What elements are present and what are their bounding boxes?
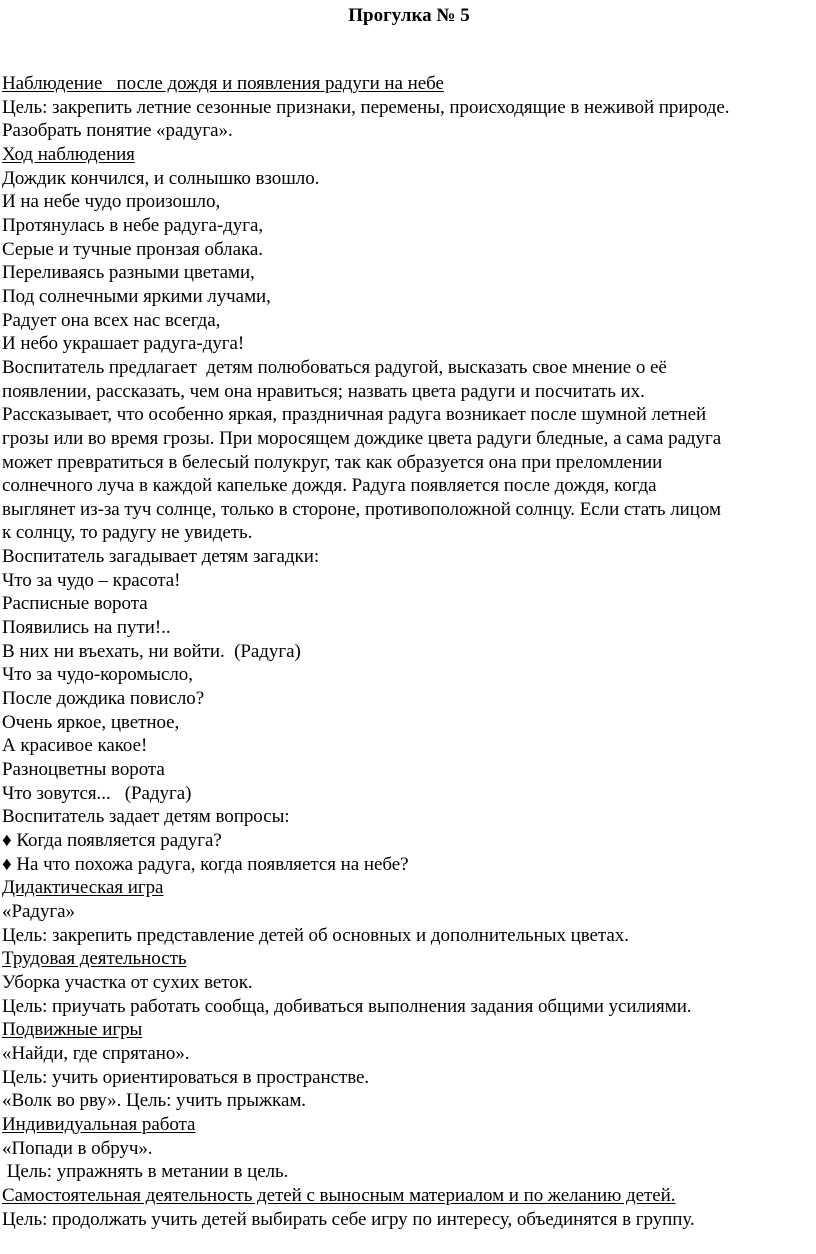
text-line bbox=[2, 190, 816, 214]
text-line bbox=[2, 1089, 816, 1113]
text-line bbox=[2, 663, 816, 687]
text-line-content: Воспитатель предлагает детям полюбоваться радугой, высказать свое мнение о её bbox=[2, 356, 667, 378]
text-line-content: Дождик кончился, и солнышко взошло. bbox=[2, 167, 320, 189]
text-line bbox=[2, 285, 816, 309]
text-line bbox=[2, 238, 816, 262]
text-line-content: выглянет из-за туч солнце, только в стороне, противоположной солнцу. Если стать лицом bbox=[2, 498, 721, 520]
document-body bbox=[2, 72, 816, 1231]
text-line-content: Уборка участка от сухих веток. bbox=[2, 971, 253, 993]
text-line bbox=[2, 474, 816, 498]
text-line-content: Переливаясь разными цветами, bbox=[2, 262, 255, 284]
text-line bbox=[2, 616, 816, 640]
section-heading-text: Дидактическая игра bbox=[2, 877, 164, 899]
text-line-content: Очень яркое, цветное, bbox=[2, 711, 180, 733]
text-line bbox=[2, 829, 816, 853]
text-line bbox=[2, 805, 816, 829]
text-line bbox=[2, 380, 816, 404]
text-line bbox=[2, 403, 816, 427]
text-line bbox=[2, 640, 816, 664]
section-heading-text: Трудовая деятельность bbox=[2, 948, 187, 970]
text-line bbox=[2, 569, 816, 593]
text-line-content: Под солнечными яркими лучами, bbox=[2, 285, 271, 307]
text-line-content: ♦ На что похожа радуга, когда появляется на небе? bbox=[2, 853, 409, 875]
text-line bbox=[2, 592, 816, 616]
text-line-content: Что за чудо – красота! bbox=[2, 569, 181, 591]
text-line-content: грозы или во время грозы. При моросящем дождике цвета радуги бледные, а сама радуга bbox=[2, 427, 722, 449]
text-line bbox=[2, 96, 816, 120]
text-line bbox=[2, 356, 816, 380]
text-line-content: Цель: упражнять в метании в цель. bbox=[2, 1161, 289, 1183]
text-line-content: Радует она всех нас всегда, bbox=[2, 309, 221, 331]
text-line-content: появлении, рассказать, чем она нравиться; назвать цвета радуги и посчитать их. bbox=[2, 380, 645, 402]
text-line bbox=[2, 782, 816, 806]
text-line-content: может превратиться в белесый полукруг, так как образуется она при преломлении bbox=[2, 451, 663, 473]
text-line-content: солнечного луча в каждой капельке дождя. Радуга появляется после дождя, когда bbox=[2, 475, 657, 497]
text-line bbox=[2, 924, 816, 948]
text-line bbox=[2, 1208, 816, 1232]
text-line-content: «Попади в обруч». bbox=[2, 1137, 153, 1159]
text-line bbox=[2, 1066, 816, 1090]
text-line bbox=[2, 427, 816, 451]
text-line bbox=[2, 119, 816, 143]
text-line-content: И небо украшает радуга-дуга! bbox=[2, 333, 245, 355]
text-line-content: «Радуга» bbox=[2, 900, 75, 922]
text-line-content: А красивое какое! bbox=[2, 735, 148, 757]
page-title: Прогулка № 5 bbox=[348, 5, 470, 26]
text-line bbox=[2, 900, 816, 924]
text-line bbox=[2, 309, 816, 333]
text-line-content: Воспитатель задает детям вопросы: bbox=[2, 806, 290, 828]
text-line bbox=[2, 332, 816, 356]
text-line bbox=[2, 1042, 816, 1066]
text-line-content: Цель: продолжать учить детей выбирать себе игру по интересу, объединятся в группу. bbox=[2, 1208, 695, 1230]
section-heading bbox=[2, 947, 816, 971]
text-line-content: Что за чудо-коромысло, bbox=[2, 664, 193, 686]
text-line-content: Воспитатель загадывает детям загадки: bbox=[2, 546, 320, 568]
text-line-content: Рассказывает, что особенно яркая, праздничная радуга возникает после шумной летней bbox=[2, 404, 707, 426]
text-line bbox=[2, 1137, 816, 1161]
text-line-content: Цель: закрепить летние сезонные признаки, перемены, происходящие в неживой природе. bbox=[2, 96, 730, 118]
text-line-content: к солнцу, то радугу не увидеть. bbox=[2, 522, 253, 544]
text-line bbox=[2, 758, 816, 782]
section-heading-text: Индивидуальная работа bbox=[2, 1113, 196, 1135]
text-line bbox=[2, 971, 816, 995]
section-heading bbox=[2, 1018, 816, 1042]
title-spacer bbox=[2, 28, 816, 72]
text-line bbox=[2, 687, 816, 711]
text-line bbox=[2, 261, 816, 285]
text-line bbox=[2, 498, 816, 522]
section-heading bbox=[2, 876, 816, 900]
text-line-content: И на небе чудо произошло, bbox=[2, 191, 221, 213]
text-line bbox=[2, 545, 816, 569]
text-line-content: В них ни въехать, ни войти. (Радуга) bbox=[2, 640, 301, 662]
section-heading-text: Ход наблюдения bbox=[2, 143, 135, 165]
text-line bbox=[2, 711, 816, 735]
section-heading-text: Наблюдение после дождя и появления радуги на небе bbox=[2, 73, 444, 94]
text-line bbox=[2, 451, 816, 475]
text-line bbox=[2, 521, 816, 545]
text-line-content: «Найди, где спрятано». bbox=[2, 1042, 190, 1064]
text-line-content: Протянулась в небе радуга-дуга, bbox=[2, 214, 264, 236]
text-line-content: Цель: приучать работать сообща, добиваться выполнения задания общими усилиями. bbox=[2, 995, 692, 1017]
text-line-content: Разобрать понятие «радуга». bbox=[2, 120, 233, 142]
text-line-content: Разноцветны ворота bbox=[2, 759, 165, 781]
text-line-content: Цель: учить ориентироваться в пространстве. bbox=[2, 1066, 370, 1088]
text-line bbox=[2, 734, 816, 758]
text-line-content: Что зовутся... (Радуга) bbox=[2, 782, 192, 804]
text-line bbox=[2, 167, 816, 191]
section-heading bbox=[2, 1113, 816, 1137]
text-line bbox=[2, 995, 816, 1019]
text-line-content: ♦ Когда появляется радуга? bbox=[2, 830, 222, 851]
text-line-content: «Волк во рву». Цель: учить прыжкам. bbox=[2, 1090, 307, 1112]
section-heading bbox=[2, 72, 816, 96]
section-heading-text: Подвижные игры bbox=[2, 1019, 143, 1041]
text-line-content: Серые и тучные пронзая облака. bbox=[2, 238, 263, 260]
section-heading-text: Самостоятельная деятельность детей с выносным материалом и по желанию детей. bbox=[2, 1184, 676, 1206]
text-line-content: Расписные ворота bbox=[2, 593, 148, 615]
text-line bbox=[2, 853, 816, 877]
text-line-content: После дождика повисло? bbox=[2, 688, 205, 710]
text-line-content: Цель: закрепить представление детей об основных и дополнительных цветах. bbox=[2, 924, 629, 946]
section-heading bbox=[2, 1184, 816, 1208]
section-heading bbox=[2, 143, 816, 167]
text-line bbox=[2, 1160, 816, 1184]
text-line bbox=[2, 214, 816, 238]
text-line-content: Появились на пути!.. bbox=[2, 617, 171, 639]
